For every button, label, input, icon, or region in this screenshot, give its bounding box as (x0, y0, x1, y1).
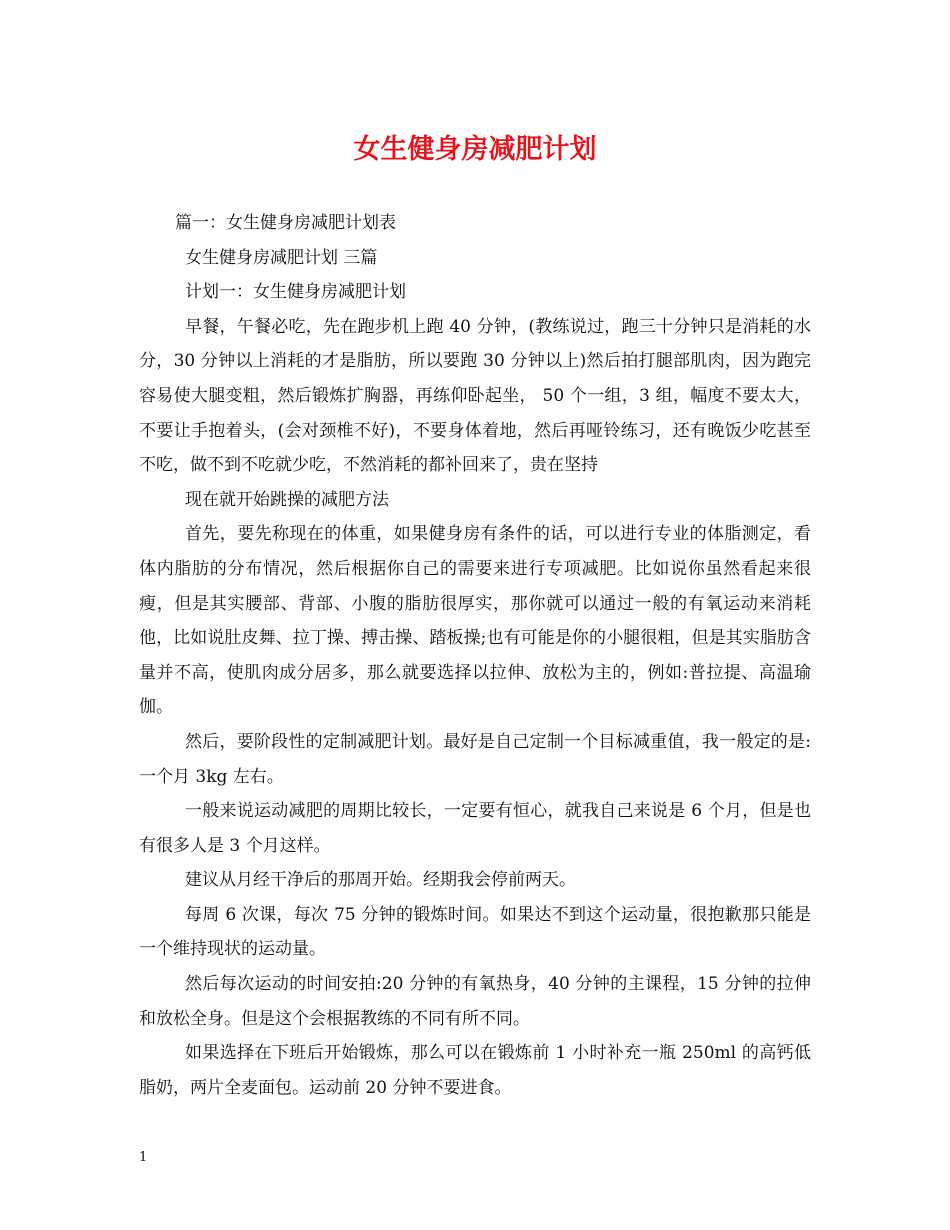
plan-heading: 计划一：女生健身房减肥计划 (185, 282, 406, 303)
page-number: 1 (139, 1150, 148, 1165)
paragraph: 一般来说运动减肥的周期比较长，一定要有恒心，就我自己来说是 6 个月，但是也有很多人是 3 个月这样。 (139, 801, 811, 856)
paragraph: 建议从月经干净后的那周开始。经期我会停前两天。 (185, 870, 576, 891)
paragraph: 如果选择在下班后开始锻炼，那么可以在锻炼前 1 小时补充一瓶 250ml 的高钙低脂奶，两片全麦面包。运动前 20 分钟不要进食。 (139, 1043, 811, 1098)
section-heading: 篇一：女生健身房减肥计划表 (175, 213, 396, 233)
page-title: 女生健身房减肥计划 (353, 134, 597, 165)
paragraph: 然后，要阶段性的定制减肥计划。最好是自己定制一个目标减重值，我一般定的是:一个月 3kg 左右。 (139, 731, 811, 787)
paragraph: 现在就开始跳操的减肥方法 (185, 489, 389, 510)
paragraph: 每周 6 次课，每次 75 分钟的锻炼时间。如果达不到这个运动量，很抱歉那只能是一个维持现状的运动量。 (139, 904, 811, 960)
paragraph: 首先，要先称现在的体重，如果健身房有条件的话，可以进行专业的体脂测定，看体内脂肪的分布情况，然后根据你自己的需要来进行专项减肥。比如说你虽然看起来很瘦，但是其实腰部、背部、小腹的脂肪很厚实，那你就可以通过一般的有氧运动来消耗他，比如说肚皮舞、拉丁操、搏击操、踏板操;也有可能是你的小腿很粗，但是其实脂肪含量并不高，使肌肉成分居多，那么就要选择以拉伸、放松为主的，例如:普拉提、高温瑜伽。 (139, 524, 811, 718)
subheading: 女生健身房减肥计划 三篇 (185, 247, 378, 268)
paragraph: 早餐，午餐必吃，先在跑步机上跑 40 分钟，(教练说过，跑三十分钟只是消耗的水分，30 分钟以上消耗的才是脂肪，所以要跑 30 分钟以上)然后拍打腿部肌肉，因为跑完容易使大腿变粗，然后锻炼扩胸器，再练仰卧起坐， 50 个一组，3 组，幅度不要太大，不要让手抱着头，(会对颈椎不好)，不要身体着地，然后再哑铃练习，还有晚饭少吃甚至不吃，做不到不吃就少吃，不然消耗的都补回来了，贵在坚持 (139, 316, 811, 476)
document-body (139, 206, 811, 1105)
paragraph: 然后每次运动的时间安拍:20 分钟的有氧热身，40 分钟的主课程，15 分钟的拉伸和放松全身。但是这个会根据教练的不同有所不同。 (139, 974, 811, 1029)
